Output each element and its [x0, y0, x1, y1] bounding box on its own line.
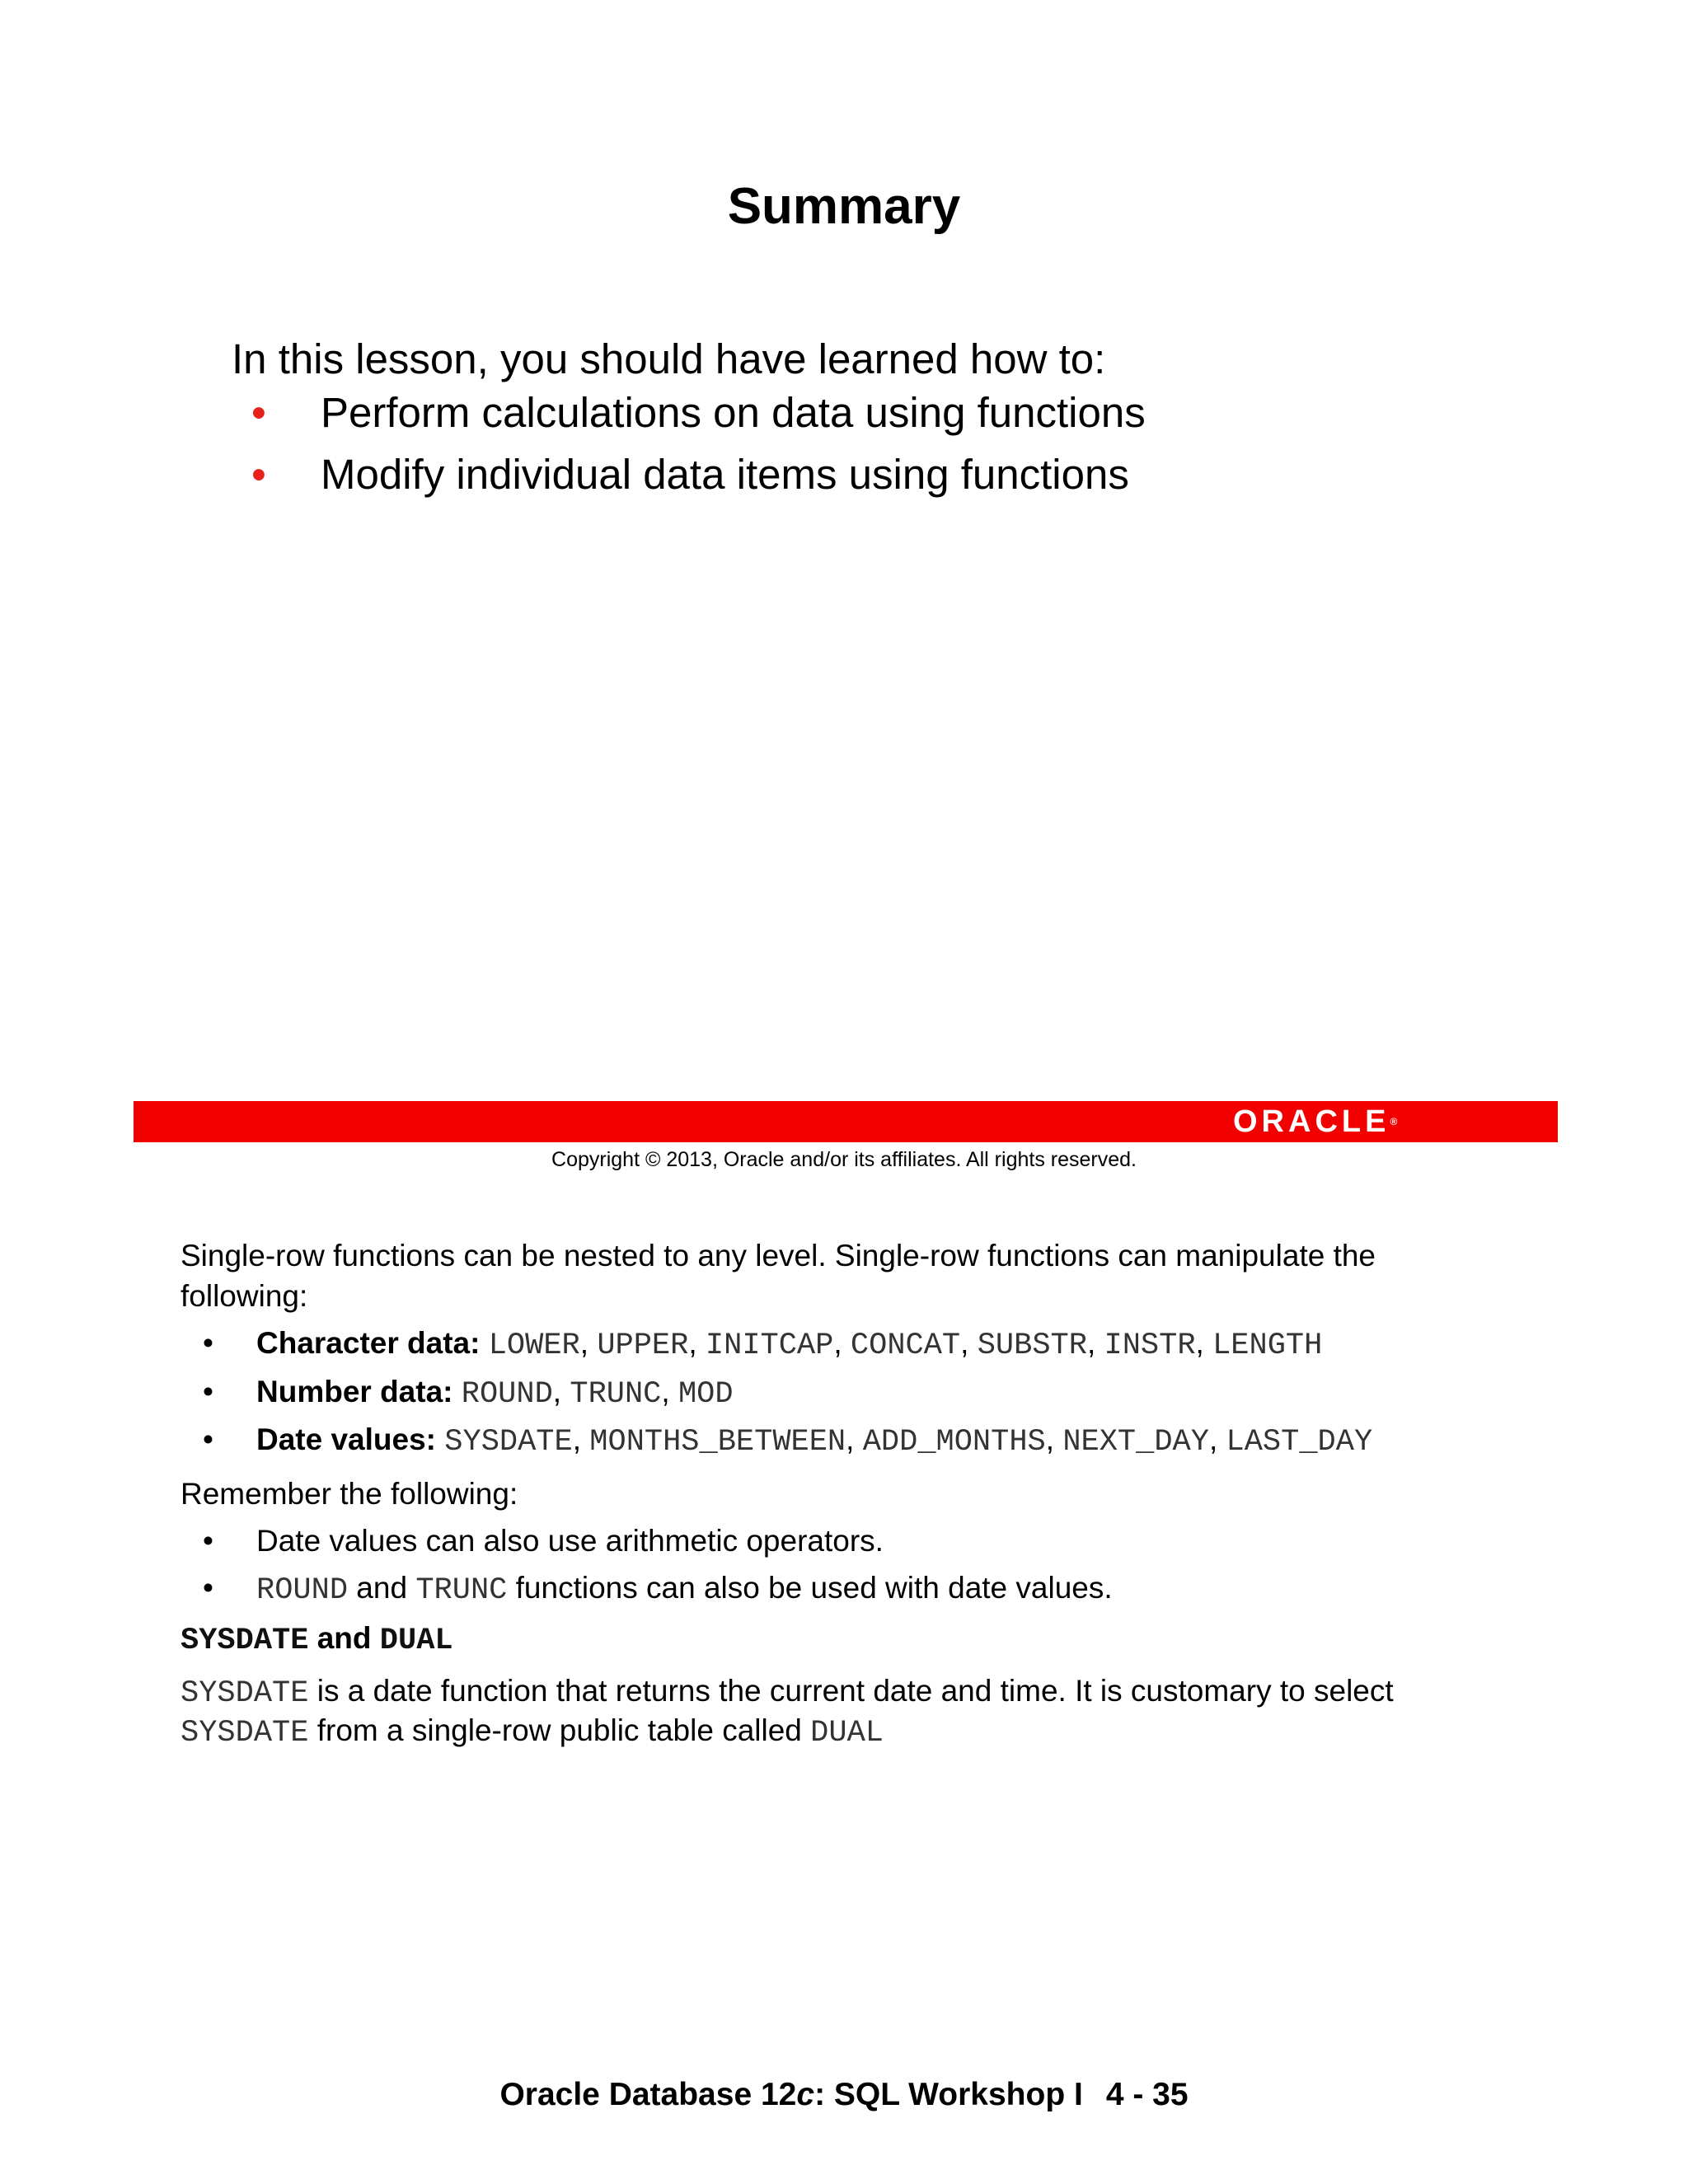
notes-paragraph-line: Single-row functions can be nested to any level. Single-row functions can manipulate the — [181, 1239, 1376, 1272]
slide-intro: In this lesson, you should have learned how to: — [232, 335, 1106, 382]
bullet-icon: • — [203, 1524, 213, 1558]
notes-item-text: Date values: SYSDATE, MONTHS_BETWEEN, ADD_MONTHS, NEXT_DAY, LAST_DAY — [256, 1422, 1373, 1460]
bullet-icon: • — [203, 1375, 213, 1408]
oracle-logo: ORACLE® — [1233, 1104, 1398, 1139]
notes-sysdate-line: SYSDATE is a date function that returns the current date and time. It is customary to select — [181, 1674, 1394, 1711]
bullet-icon: • — [203, 1422, 213, 1456]
notes-item-text: Character data: LOWER, UPPER, INITCAP, CONCAT, SUBSTR, INSTR, LENGTH — [256, 1326, 1323, 1363]
copyright-notice: Copyright © 2013, Oracle and/or its affiliates. All rights reserved. — [551, 1148, 1137, 1171]
bullet-icon: • — [251, 389, 266, 436]
page-number: 4 - 35 — [1105, 2077, 1189, 2112]
notes-sysdate-line: SYSDATE from a single-row public table called DUAL — [181, 1713, 884, 1750]
notes-subheading: SYSDATE and DUAL — [181, 1621, 453, 1658]
bullet-icon: • — [203, 1326, 213, 1360]
bullet-icon: • — [251, 451, 266, 498]
notes-item-text: Number data: ROUND, TRUNC, MOD — [256, 1375, 734, 1412]
slide-bullet-text: Modify individual data items using functions — [321, 451, 1129, 498]
notes-item-text: ROUND and TRUNC functions can also be used with date values. — [256, 1571, 1113, 1608]
slide-title: Summary — [727, 178, 961, 235]
notes-remember: Remember the following: — [181, 1477, 518, 1511]
notes-paragraph-line: following: — [181, 1279, 308, 1313]
slide-bullet-text: Perform calculations on data using functions — [321, 389, 1146, 436]
bullet-icon: • — [203, 1571, 213, 1605]
notes-item-text: Date values can also use arithmetic operators. — [256, 1524, 884, 1558]
page-footer: Oracle Database 12c: SQL Workshop I 4 - 35 — [499, 2077, 1189, 2112]
